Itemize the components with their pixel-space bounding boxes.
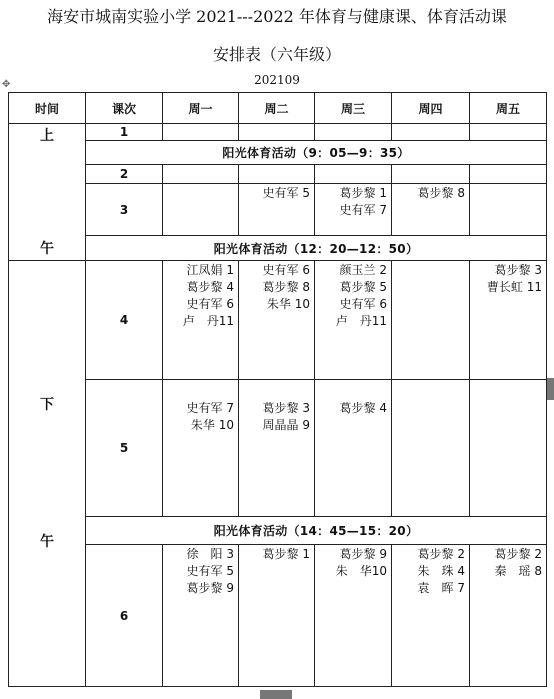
schedule-cell: [239, 380, 315, 517]
header-row: [9, 93, 547, 124]
schedule-cell: [392, 261, 470, 380]
schedule-cell: [239, 184, 315, 236]
teacher-entry: 卢 丹11: [335, 314, 387, 328]
teacher-entry: 江凤娟 1: [186, 263, 234, 277]
table-row: [9, 184, 547, 236]
schedule-cell: [392, 165, 470, 184]
teacher-entry: 葛步黎 9: [186, 581, 234, 595]
teacher-entry: 史有军 6: [186, 297, 234, 311]
teacher-entry: 葛步黎 5: [339, 280, 387, 294]
header-period: 课次: [86, 93, 163, 124]
schedule-cell: [239, 261, 315, 380]
schedule-cell: [163, 261, 239, 380]
teacher-entry: 朱 华10: [335, 564, 387, 578]
table-row: [9, 236, 547, 261]
period-cell: 3: [86, 184, 163, 236]
teacher-entry: 葛步黎 9: [339, 547, 387, 561]
header-tuesday: 周二: [239, 93, 315, 124]
teacher-entry: 葛步黎 3: [494, 263, 542, 277]
schedule-cell: [315, 124, 392, 141]
schedule-cell: [315, 545, 392, 687]
schedule-cell: [239, 545, 315, 687]
schedule-cell: [163, 184, 239, 236]
teacher-entry: 葛步黎 3: [262, 401, 310, 415]
schedule-cell: [470, 184, 547, 236]
schedule-cell: [392, 380, 470, 517]
schedule-cell: [163, 165, 239, 184]
teacher-entry: 葛步黎 2: [417, 547, 465, 561]
table-row: [9, 545, 547, 687]
period-cell: 1: [86, 124, 163, 141]
session-morning-bottom: 午: [40, 241, 54, 257]
session-morning-top: 上: [40, 128, 54, 144]
document-code: 202109: [254, 73, 300, 87]
activity-row-noon: 阳光体育活动（12：20—12：50）: [86, 236, 547, 261]
teacher-entry: 朱华 10: [190, 418, 234, 432]
document-subtitle: 安排表（六年级）: [212, 45, 341, 64]
teacher-entry: 曹长虹 11: [486, 280, 542, 294]
teacher-entry: 史有军 5: [262, 186, 310, 200]
schedule-cell: [470, 124, 547, 141]
morning-session-cell: [9, 124, 86, 261]
table-row: [9, 380, 547, 517]
teacher-entry: 史有军 7: [186, 401, 234, 415]
teacher-entry: 葛步黎 1: [262, 547, 310, 561]
schedule-cell: [470, 165, 547, 184]
schedule-cell: [392, 184, 470, 236]
teacher-entry: 葛步黎 4: [339, 401, 387, 415]
teacher-entry: 葛步黎 4: [186, 280, 234, 294]
teacher-entry: 史有军 6: [262, 263, 310, 277]
table-move-handle-icon[interactable]: ✥: [2, 79, 11, 90]
schedule-cell: [470, 545, 547, 687]
period-cell: 6: [86, 545, 163, 687]
schedule-cell: [163, 545, 239, 687]
teacher-entry: 卢 丹11: [182, 314, 234, 328]
teacher-entry: 史有军 6: [339, 297, 387, 311]
teacher-entry: 葛步黎 8: [262, 280, 310, 294]
header-thursday: 周四: [392, 93, 470, 124]
teacher-entry: 秦 瑶 8: [494, 564, 542, 578]
schedule-cell: [239, 124, 315, 141]
header-friday: 周五: [470, 93, 547, 124]
schedule-cell: [163, 124, 239, 141]
schedule-cell: [392, 124, 470, 141]
schedule-cell: [239, 165, 315, 184]
schedule-cell: [315, 261, 392, 380]
teacher-entry: 史有军 5: [186, 564, 234, 578]
activity-row-morning: 阳光体育活动（9：05—9：35）: [86, 141, 547, 165]
schedule-table: [8, 92, 547, 687]
table-row: [9, 124, 547, 141]
teacher-entry: 史有军 7: [339, 203, 387, 217]
header-monday: 周一: [163, 93, 239, 124]
teacher-entry: 朱华 10: [266, 297, 310, 311]
teacher-entry: 葛步黎 2: [494, 547, 542, 561]
resize-handle-right[interactable]: [547, 378, 554, 400]
header-time: 时间: [9, 93, 86, 124]
table-row: [9, 165, 547, 184]
schedule-cell: [470, 261, 547, 380]
session-afternoon-bottom: 午: [40, 534, 54, 550]
table-row: [9, 517, 547, 545]
schedule-cell: [470, 380, 547, 517]
afternoon-session-cell: [9, 261, 86, 687]
period-cell: 2: [86, 165, 163, 184]
teacher-entry: 葛步黎 8: [417, 186, 465, 200]
schedule-cell: [163, 380, 239, 517]
teacher-entry: 葛步黎 1: [339, 186, 387, 200]
period-cell: 4: [86, 261, 163, 380]
teacher-entry: 徐 阳 3: [186, 547, 234, 561]
teacher-entry: 周晶晶 9: [262, 418, 310, 432]
document-title: 海安市城南实验小学 2021---2022 年体育与健康课、体育活动课: [47, 7, 507, 26]
schedule-cell: [315, 184, 392, 236]
schedule-cell: [315, 165, 392, 184]
resize-handle-bottom[interactable]: [260, 690, 292, 699]
table-row: [9, 141, 547, 165]
header-wednesday: 周三: [315, 93, 392, 124]
teacher-entry: 颜玉兰 2: [339, 263, 387, 277]
schedule-cell: [315, 380, 392, 517]
activity-row-afternoon: 阳光体育活动（14：45—15：20）: [86, 517, 547, 545]
schedule-cell: [392, 545, 470, 687]
session-afternoon-top: 下: [40, 397, 54, 413]
teacher-entry: 袁 晖 7: [417, 581, 465, 595]
table-row: [9, 261, 547, 380]
period-cell: 5: [86, 380, 163, 517]
teacher-entry: 朱 珠 4: [417, 564, 465, 578]
